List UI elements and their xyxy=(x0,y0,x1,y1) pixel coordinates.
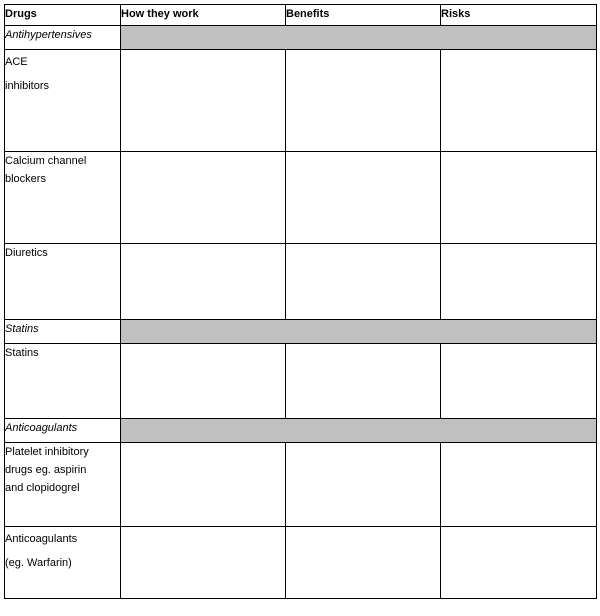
risks-cell[interactable] xyxy=(441,527,597,599)
risks-cell[interactable] xyxy=(441,50,597,152)
how-they-work-cell[interactable] xyxy=(121,152,286,244)
risks-cell[interactable] xyxy=(441,244,597,320)
benefits-cell[interactable] xyxy=(286,50,441,152)
how-they-work-cell[interactable] xyxy=(121,244,286,320)
drug-name-line: Statins xyxy=(5,347,39,359)
how-they-work-cell[interactable] xyxy=(121,443,286,527)
header-benefits: Benefits xyxy=(286,5,441,26)
benefits-cell[interactable] xyxy=(286,244,441,320)
drug-name-cell xyxy=(5,527,121,599)
table-row-platelet-inhibitors xyxy=(5,443,597,527)
drug-name-line: blockers xyxy=(5,173,46,185)
risks-cell[interactable] xyxy=(441,443,597,527)
table-row-statins xyxy=(5,344,597,419)
drug-name-cell xyxy=(5,50,121,152)
drug-name-line: and clopidogrel xyxy=(5,482,80,494)
drug-name-cell xyxy=(5,443,121,527)
benefits-cell[interactable] xyxy=(286,152,441,244)
drug-name-cell xyxy=(5,152,121,244)
table-row-calcium-channel-blockers xyxy=(5,152,597,244)
benefits-cell[interactable] xyxy=(286,344,441,419)
drug-comparison-table xyxy=(4,4,597,599)
drug-name-line: Anticoagulants xyxy=(5,533,78,545)
drug-name-line: Platelet inhibitory xyxy=(5,446,89,458)
header-row xyxy=(5,5,597,26)
section-row-anticoagulants xyxy=(5,419,597,443)
how-they-work-cell[interactable] xyxy=(121,527,286,599)
risks-cell[interactable] xyxy=(441,152,597,244)
drug-name-line: ACE xyxy=(5,56,28,68)
header-drugs: Drugs xyxy=(5,5,121,26)
drug-name-line: Calcium channel xyxy=(5,155,87,167)
risks-cell[interactable] xyxy=(441,344,597,419)
drug-name-line: drugs eg. aspirin xyxy=(5,464,87,476)
section-band xyxy=(121,320,597,344)
drug-name-line: Diuretics xyxy=(5,247,48,259)
table-row-ace-inhibitors xyxy=(5,50,597,152)
table-row-diuretics xyxy=(5,244,597,320)
how-they-work-cell[interactable] xyxy=(121,344,286,419)
section-label-anticoagulants: Anticoagulants xyxy=(5,419,121,443)
drug-name-line: inhibitors xyxy=(5,80,50,92)
section-band xyxy=(121,26,597,50)
section-label-antihypertensives: Antihypertensives xyxy=(5,26,121,50)
drug-name-cell xyxy=(5,244,121,320)
header-how-they-work: How they work xyxy=(121,5,286,26)
benefits-cell[interactable] xyxy=(286,527,441,599)
benefits-cell[interactable] xyxy=(286,443,441,527)
drug-table-sheet xyxy=(4,4,596,599)
drug-name-cell xyxy=(5,344,121,419)
drug-name-line: (eg. Warfarin) xyxy=(5,557,72,569)
section-band xyxy=(121,419,597,443)
section-row-antihypertensives xyxy=(5,26,597,50)
table-row-anticoagulants xyxy=(5,527,597,599)
section-label-statins: Statins xyxy=(5,320,121,344)
header-risks: Risks xyxy=(441,5,597,26)
section-row-statins xyxy=(5,320,597,344)
how-they-work-cell[interactable] xyxy=(121,50,286,152)
